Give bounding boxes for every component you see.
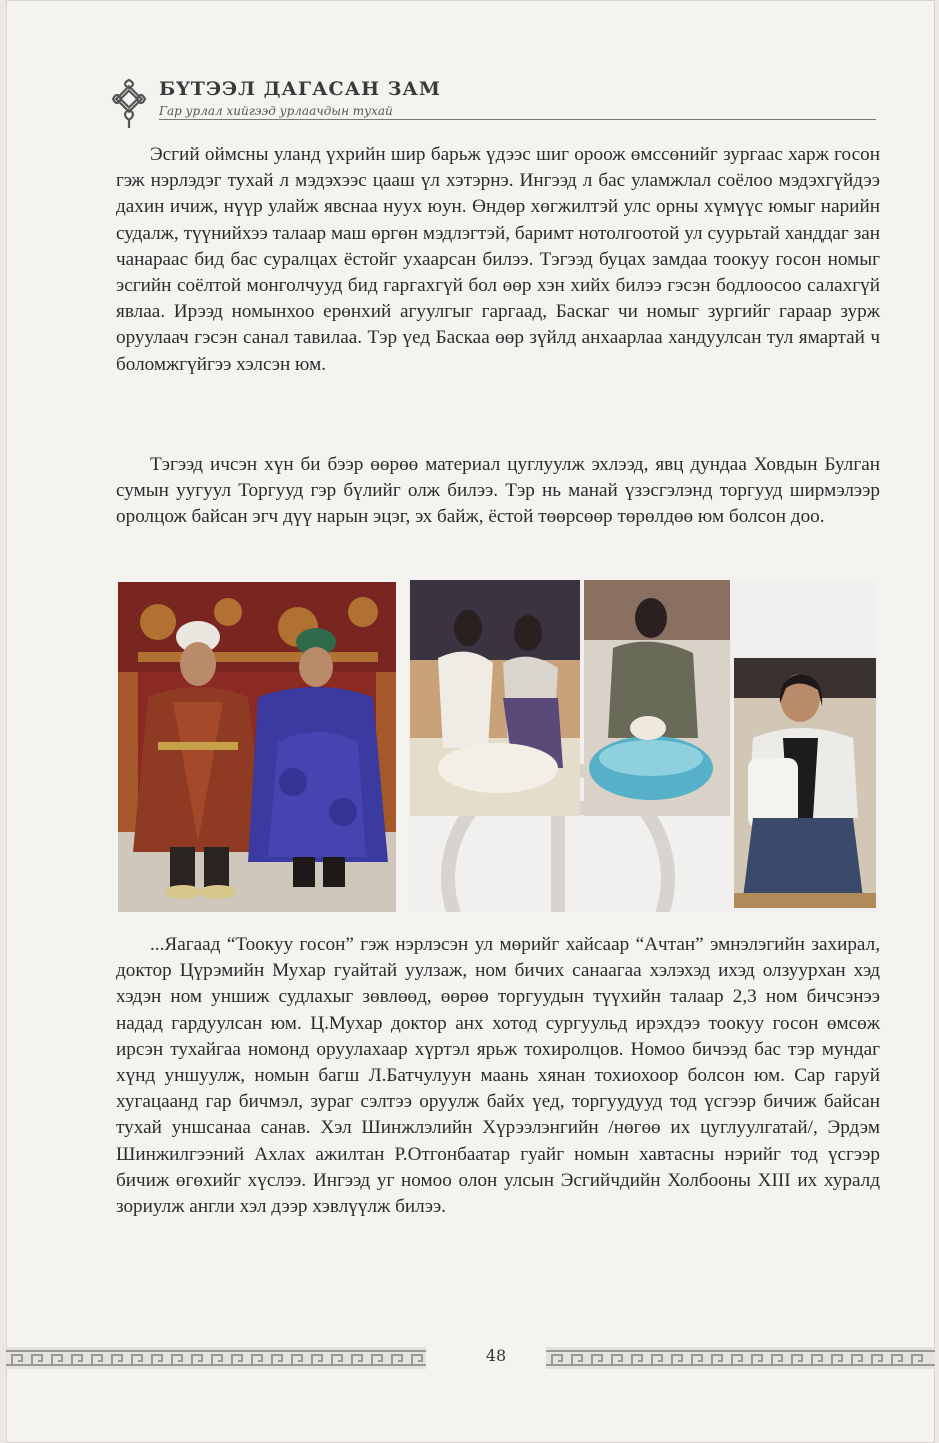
meander-border-left — [6, 1343, 426, 1373]
paragraph-3 — [116, 932, 880, 1220]
elderly-couple-photo — [118, 582, 396, 912]
meander-border-right — [546, 1343, 935, 1373]
paragraph-text: Тэгээд ичсэн хүн би бээр өөрөө материал цуглуулж эхлээд, явц дундаа Ховдын Булган сумын уугуул Торгууд гэр бүлийг олж билээ. Тэр нь манай үзэсгэлэнд торгууд ширмэлээр оролцож байсан эгч дүү нарын эцэг, эх байж, ёстой төөрсөөр төрөлдөө юм болсон доо. — [116, 454, 880, 528]
running-header — [111, 74, 876, 134]
paragraph-text: Эсгий оймсны уланд үхрийн шир барьж үдээс шиг ороож өмссөнийг зургаас харж госон гэж нэрлэдэг тухай л мэдэхээс цааш үл хэтэрнэ. Ингээд л бас уламжлал соёлоо мэдэхгүйдээ дахин ичиж, нүүр улайж явснаа нуух юун. Өндөр хөгжилтэй улс орны хүмүүс юмыг нарийн судалж, түүнийхээ талаар маш өргөн мэдлэгтэй, баримт нотолгоотой ул суурьтай ханддаг зан чанараас бид бас суралцах ёстойг ухаарсан билээ. Тэгээд буцах замдаа тоокуу госон номыг эсгийн соёлтой монголчууд бид гаргахгүй бол өөр хэн хийх билээ гэсэн бодлоосоо салахгүй явлаа. Ирээд номынхоо ерөнхий агуулгыг гаргаад, Баскаг чи номыг зургийг гараар зурж оруулаач гэсэн санал тавилаа. Тэр үед Баскаа өөр зүйлд анхаарлаа хандуулсан тул ямартай ч боломжгүйгээ хэлсэн юм. — [116, 144, 880, 375]
page-number: 48 — [485, 1346, 507, 1365]
felt-making-collage-photo — [408, 578, 878, 912]
paragraph-text: ...Яагаад “Тоокуу госон” гэж нэрлэсэн ул мөрийг хайсаар “Ачтан” эмнэлэгийн захирал, доктор Цүрэмийн Мухар гуайтай уулзаж, ном бичих санаагаа хэлэхэд ихэд олзуурхан хэд хэдэн ном уншиж судлахыг зөвлөөд, өөрөө торгуудын түүхийн талаар 2,3 ном бичсэнээ надад гардуулсан юм. Ц.Мухар доктор анх хотод сургуульд ирэхдээ тоокуу госон өмсөж ирсэн тухайгаа номонд оруулахаар хүртэл ярьж тохиролцов. Номоо бичээд бас тэр мундаг хүнд уншуулж, номын багш Л.Батчулуун маань хянан тохиохоор болсон юм. Сар гаруй хугацаанд гар бичмэл, зураг сэлтээ оруулж байх үед, торгуудууд тод үсгээр бичиж байсан тухай уншсанаа санав. Хэл Шинжлэлийн Хүрээлэнгийн /нөгөө их цуглуулгатай/, Эрдэм Шинжилгээний Ахлах ажилтан Р.Отгонбаатар гуайг номын хавтасны нэрийг тод үсгээр бичиж өгөхийг хүслээ. Ингээд уг номоо олон улсын Эсгийчдийн Холбооны XIII их хуралд зориулж англи хэл дээр хэвлүүлж билээ. — [116, 934, 880, 1218]
book-title: БҮТЭЭЛ ДАГАСАН ЗАМ — [159, 78, 441, 100]
paragraph-2 — [116, 452, 880, 531]
header-divider — [159, 119, 876, 120]
book-subtitle: Гар урлал хийгээд урлаачдын тухай — [159, 104, 393, 118]
endless-knot-icon — [111, 76, 147, 130]
paragraph-1 — [116, 142, 880, 378]
book-page — [6, 0, 935, 1443]
